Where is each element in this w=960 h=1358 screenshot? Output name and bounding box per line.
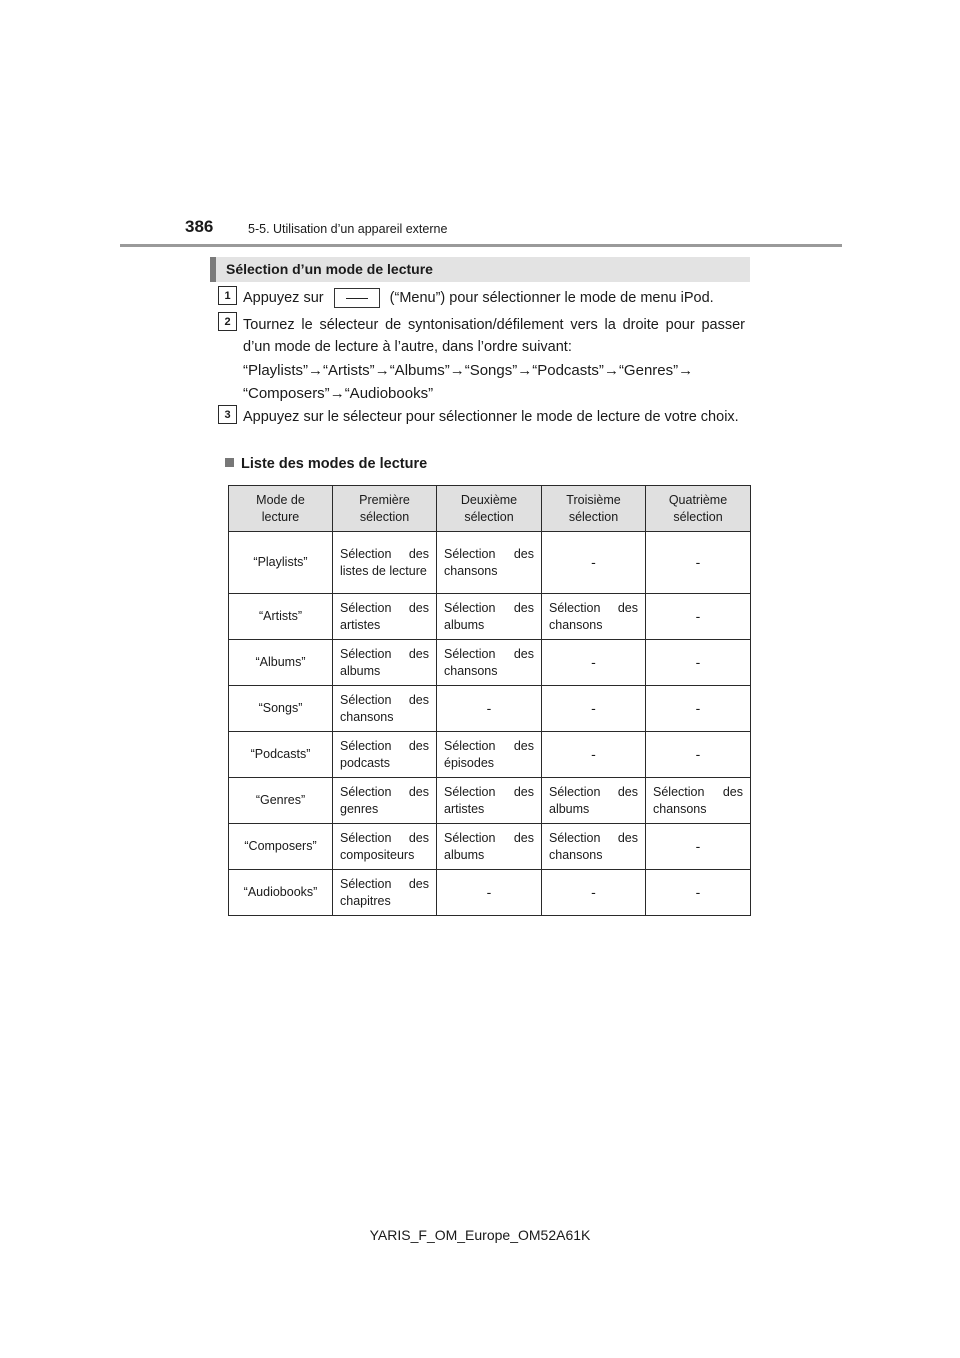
table-cell: Sélection des chansons <box>437 640 542 686</box>
arrow-icon: → <box>603 362 619 379</box>
step-2-text: Tournez le sélecteur de syntonisation/défilement vers la droite pour passer d’un mode de lecture à l’autre, dans l’ordre suivant: <box>243 317 745 355</box>
table-cell: Sélection des genres <box>333 778 437 824</box>
square-bullet-icon <box>225 458 234 467</box>
mode-sequence-item: “Genres” <box>618 362 679 379</box>
step-1-text-after: (“Menu”) pour sélectionner le mode de menu iPod. <box>389 290 714 306</box>
table-cell: - <box>542 640 646 686</box>
table-cell: “Genres” <box>229 778 333 824</box>
subheading-text: Liste des modes de lecture <box>241 456 428 472</box>
table-cell: - <box>646 594 751 640</box>
modes-table <box>228 485 751 916</box>
table-cell: - <box>542 732 646 778</box>
table-cell: “Artists” <box>229 594 333 640</box>
table-cell: Sélection des chansons <box>542 594 646 640</box>
column-header: Mode de lecture <box>229 486 333 532</box>
table-cell: Sélection des chansons <box>437 532 542 594</box>
column-header: Première sélection <box>333 486 437 532</box>
mode-sequence-item: “Albums” <box>389 362 450 379</box>
section-banner: Sélection d’un mode de lecture <box>210 257 750 282</box>
subheading <box>225 456 427 472</box>
table-cell: Sélection des albums <box>333 640 437 686</box>
mode-sequence-item: “Artists” <box>323 362 375 379</box>
table-cell: - <box>646 686 751 732</box>
table-cell: Sélection des albums <box>437 824 542 870</box>
table-cell: “Composers” <box>229 824 333 870</box>
page-number: 386 <box>185 217 214 236</box>
table-cell: - <box>542 686 646 732</box>
arrow-icon: → <box>678 362 694 379</box>
table-cell: - <box>437 686 542 732</box>
arrow-icon: → <box>449 362 465 379</box>
arrow-icon: → <box>329 385 345 402</box>
mode-sequence-item: “Podcasts” <box>532 362 604 379</box>
mode-sequence-item: “Audiobooks” <box>344 385 434 402</box>
column-header: Quatrième sélection <box>646 486 751 532</box>
step-number-1: 1 <box>218 286 237 305</box>
table-row <box>229 824 751 870</box>
arrow-icon: → <box>517 362 533 379</box>
step-3-text: Appuyez sur le sélecteur pour sélectionner le mode de lecture de votre choix. <box>243 409 739 425</box>
table-cell: “Songs” <box>229 686 333 732</box>
step-number-2: 2 <box>218 312 237 331</box>
table-cell: - <box>542 532 646 594</box>
table-cell: Sélection des artistes <box>437 778 542 824</box>
table-cell: “Audiobooks” <box>229 870 333 916</box>
table-cell: Sélection des compositeurs <box>333 824 437 870</box>
table-cell: - <box>646 824 751 870</box>
table-row <box>229 686 751 732</box>
table-cell: Sélection des podcasts <box>333 732 437 778</box>
mode-sequence-item: “Songs” <box>464 362 518 379</box>
step-number-3: 3 <box>218 405 237 424</box>
table-cell: Sélection des listes de lecture <box>333 532 437 594</box>
table-header-row <box>229 486 751 532</box>
table-row <box>229 778 751 824</box>
table-cell: - <box>646 870 751 916</box>
table-cell: Sélection des chansons <box>542 824 646 870</box>
table-cell: Sélection des chapitres <box>333 870 437 916</box>
mode-sequence-item: “Playlists” <box>243 362 309 379</box>
table-cell: Sélection des chansons <box>333 686 437 732</box>
step-1-text-before: Appuyez sur <box>243 290 324 306</box>
table-row <box>229 870 751 916</box>
table-cell: Sélection des albums <box>542 778 646 824</box>
table-cell: - <box>646 640 751 686</box>
step-1-text <box>243 287 745 309</box>
table-cell: Sélection des albums <box>437 594 542 640</box>
table-row <box>229 594 751 640</box>
header-divider <box>120 244 842 247</box>
table-cell: - <box>646 532 751 594</box>
table-row <box>229 640 751 686</box>
column-header: Deuxième sélection <box>437 486 542 532</box>
table-cell: - <box>542 870 646 916</box>
mode-sequence <box>243 359 745 405</box>
arrow-icon: → <box>308 362 324 379</box>
table-row <box>229 732 751 778</box>
table-cell: Sélection des épisodes <box>437 732 542 778</box>
table-cell: Sélection des chansons <box>646 778 751 824</box>
column-header: Troisième sélection <box>542 486 646 532</box>
table-cell: Sélection des artistes <box>333 594 437 640</box>
table-cell: “Playlists” <box>229 532 333 594</box>
table-cell: - <box>646 732 751 778</box>
section-reference: 5-5. Utilisation d’un appareil externe <box>248 222 448 236</box>
arrow-icon: → <box>374 362 390 379</box>
mode-sequence-item: “Composers” <box>243 385 330 402</box>
menu-button-icon <box>334 288 380 308</box>
table-cell: - <box>437 870 542 916</box>
table-cell: “Albums” <box>229 640 333 686</box>
table-cell: “Podcasts” <box>229 732 333 778</box>
footer-document-code: YARIS_F_OM_Europe_OM52A61K <box>369 1227 591 1243</box>
table-row <box>229 532 751 594</box>
